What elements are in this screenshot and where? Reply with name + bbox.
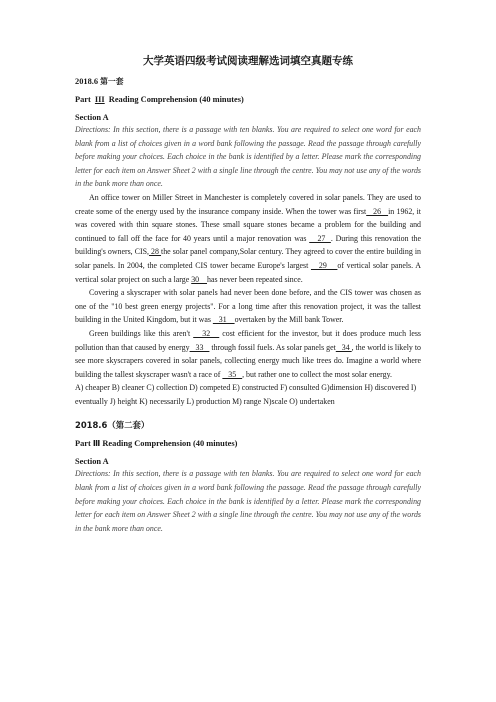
document-title: 大学英语四级考试阅读理解选词填空真题专练 xyxy=(143,55,353,67)
set1-part-heading xyxy=(75,94,421,105)
passage-paragraph-1 xyxy=(75,191,421,286)
set1-part-roman: III xyxy=(94,95,105,104)
set1-heading-cn: 第一套 xyxy=(100,77,124,86)
set2-heading-text: 2018.6（第二套） xyxy=(75,420,150,431)
set2-directions: Directions: In this section, there is a passage with ten blanks. You are required to select one word for each blank from a list of choices given in a word bank following the passage. Read the passage through carefully before making your choices. Each choice in the bank is identified by a letter. Please mark the corresponding letter for each item on Answer Sheet 2 with a single line through the centre. You may not use any of the words in the bank more than once. xyxy=(75,469,421,533)
set2-heading xyxy=(75,420,421,431)
paragraph-text: , but rather one to collect the most solar energy. xyxy=(242,369,392,379)
set1-part-prefix: Part xyxy=(75,95,91,104)
set1-directions: Directions: In this section, there is a passage with ten blanks. You are required to select one word for each blank from a list of choices given in a word bank following the passage. Read the passage through carefully before making your choices. Each choice in the bank is identified by a letter. Please mark the corresponding letter for each item on Answer Sheet 2 with a single line through the centre. You may not use any of the words in the bank more than once. xyxy=(75,125,421,189)
blank-30: 30 xyxy=(191,274,207,284)
set2-part-roman: Ⅲ xyxy=(92,439,101,449)
paragraph-text: . During this renovation the building's owners, CIS, xyxy=(75,233,421,257)
paragraph-text: the solar panel company,Solar century. They agreed to cover the entire building in solar panels. In 2004, the completed CIS tower became Europe's largest xyxy=(75,247,421,270)
blank-26: 26 xyxy=(366,206,389,216)
set2-part-heading xyxy=(75,438,421,449)
blank-29: 29 xyxy=(310,260,338,270)
passage-paragraph-3 xyxy=(75,327,421,381)
set1-section-label: Section A xyxy=(75,113,109,122)
paragraph-text: An office tower on Miller Street in Manchester is completely covered in solar panels. They are used to create some of the energy used by the insurance company inside. When the tower was first xyxy=(75,192,421,216)
set1-year: 2018.6 xyxy=(75,77,99,86)
paragraph-text: Covering a skyscraper with solar panels had never been done before, and the CIS tower was chosen as one of the "10 best green energy projects". For a long time after this renovation project, it was the tallest building in the United Kingdom, but it was xyxy=(75,288,421,325)
blank-35: 35 xyxy=(222,369,243,379)
paragraph-text: in 1962, it was covered with thin square stones. These small square stones became a problem for the building and continued to fall off the face for 40 years until a major renovation was xyxy=(75,206,421,243)
paragraph-text: of vertical solar panels. A vertical solar project on such a large xyxy=(75,260,421,284)
word-bank: A) cheaper B) cleaner C) collection D) competed E) constructed F) consulted G)dimension H) discovered I) eventually J) height K) necessarily L) production M) range N)scale O) undertaken xyxy=(75,383,417,406)
blank-31: 31 xyxy=(212,315,235,325)
set2-part-title: Reading Comprehension (40 minutes) xyxy=(102,439,238,449)
paragraph-text: has never been repeated since. xyxy=(207,274,303,284)
document-body xyxy=(75,0,421,535)
blank-32: 32 xyxy=(193,328,220,338)
blank-28: 28 xyxy=(148,247,162,257)
blank-27: 27 xyxy=(309,233,331,243)
set1-heading xyxy=(75,76,421,87)
paragraph-text: Green buildings like this aren't xyxy=(89,328,191,338)
paragraph-text: cost efficient for the investor, but it does produce much less pollution than that caused by energy xyxy=(75,328,421,352)
set1-part-title: Reading Comprehension (40 minutes) xyxy=(108,95,244,104)
paragraph-text: , the world is likely to see more skyscrapers covered in solar panels, collecting energy much like trees do. Imagine a world where building the tallest skyscraper wasn't a race of xyxy=(75,342,421,379)
blank-34: 34 xyxy=(335,342,352,352)
passage-paragraph-2 xyxy=(75,286,421,327)
set2-part-prefix: Part xyxy=(75,439,91,449)
blank-33: 33 xyxy=(189,342,210,352)
paragraph-text: overtaken by the Mill bank Tower. xyxy=(234,315,344,325)
paragraph-text: through fossil fuels. As solar panels get xyxy=(211,342,336,352)
set2-section-label: Section A xyxy=(75,457,109,467)
